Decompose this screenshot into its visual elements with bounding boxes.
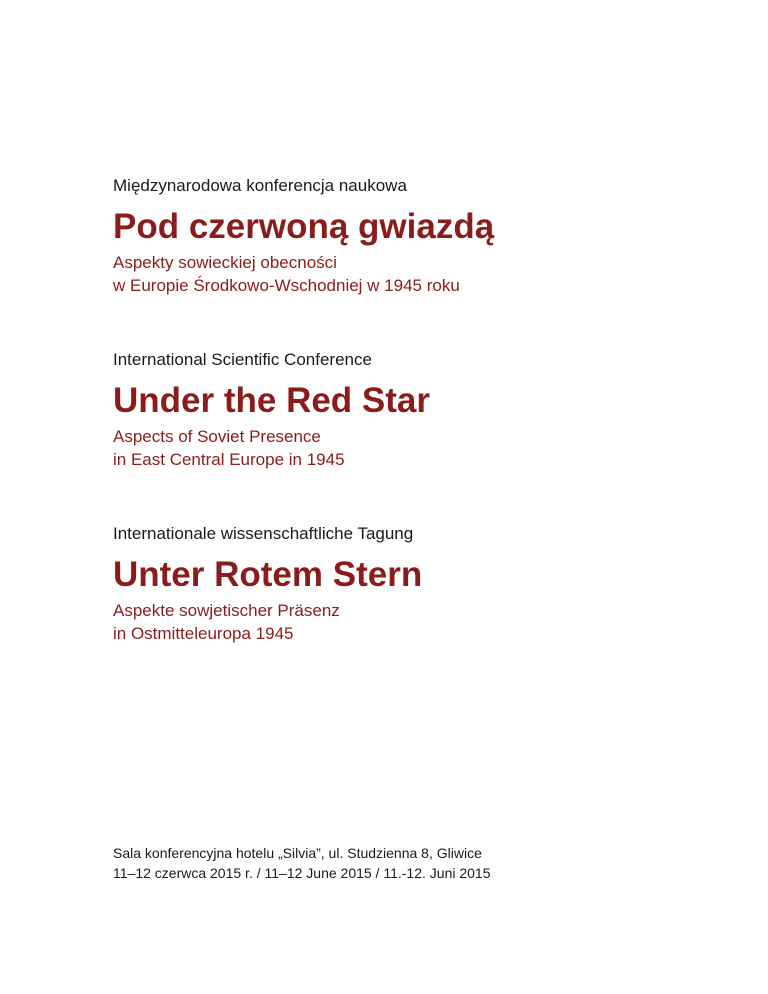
section-english <box>113 350 733 471</box>
venue-footer <box>113 843 733 883</box>
section-title: Under the Red Star <box>113 381 430 420</box>
venue-line: Sala konferencyjna hotelu „Silvia”, ul. Studzienna 8, Gliwice <box>113 845 482 861</box>
subtitle-line: w Europie Środkowo-Wschodniej w 1945 roku <box>113 276 460 295</box>
section-subtitle <box>113 425 733 471</box>
section-title: Unter Rotem Stern <box>113 555 423 594</box>
section-german <box>113 524 733 645</box>
section-title: Pod czerwoną gwiazdą <box>113 207 495 246</box>
subtitle-line: in East Central Europe in 1945 <box>113 450 345 469</box>
section-kicker: Międzynarodowa konferencja naukowa <box>113 176 407 195</box>
subtitle-line: Aspects of Soviet Presence <box>113 427 321 446</box>
section-subtitle <box>113 599 733 645</box>
section-subtitle <box>113 251 733 297</box>
subtitle-line: in Ostmitteleuropa 1945 <box>113 624 294 643</box>
section-kicker: International Scientific Conference <box>113 350 372 369</box>
subtitle-line: Aspekte sowjetischer Präsenz <box>113 601 340 620</box>
section-polish <box>113 176 733 297</box>
dates-line: 11–12 czerwca 2015 r. / 11–12 June 2015 / 11.-12. Juni 2015 <box>113 865 491 881</box>
subtitle-line: Aspekty sowieckiej obecności <box>113 253 337 272</box>
section-kicker: Internationale wissenschaftliche Tagung <box>113 524 414 543</box>
